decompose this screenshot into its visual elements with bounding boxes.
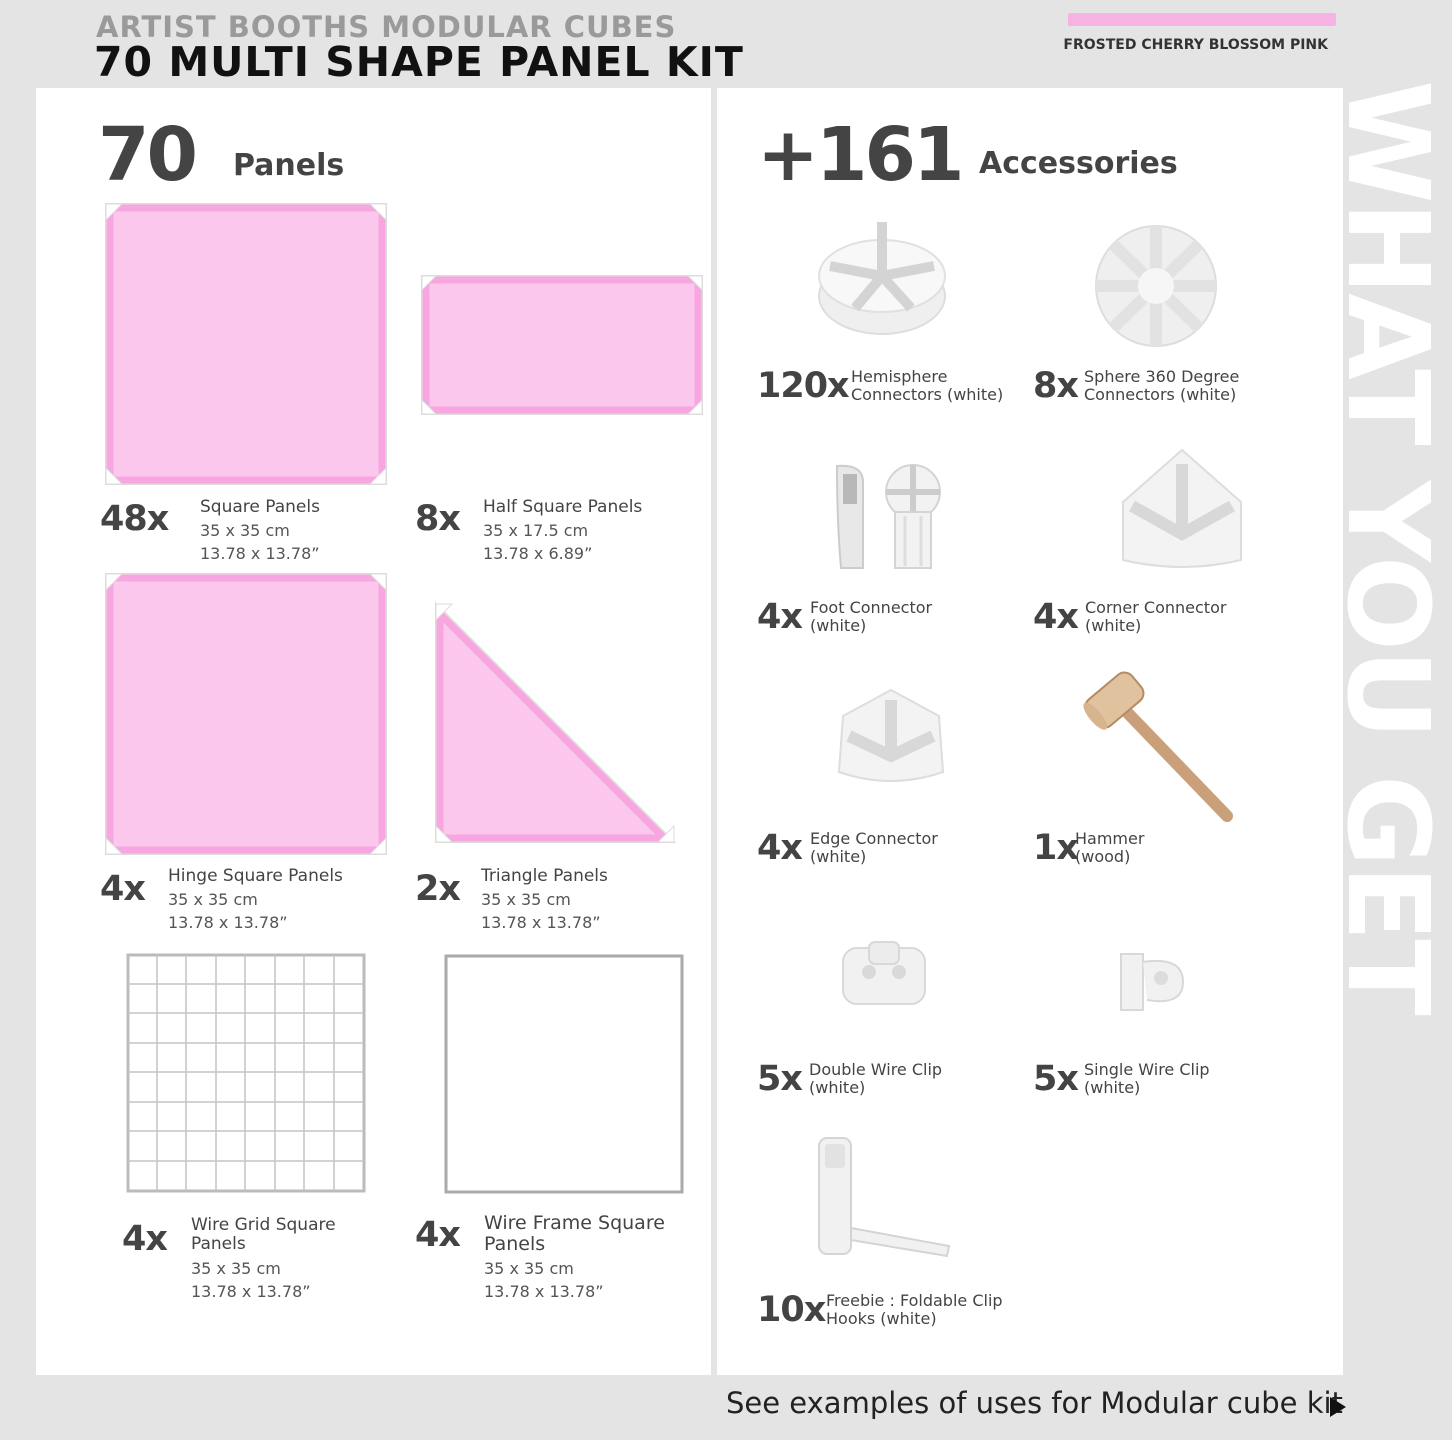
corner-connector-name: Corner Connector (white)	[1085, 598, 1227, 635]
panels-label: Panels	[233, 148, 345, 183]
wire-grid-panel-image	[125, 952, 367, 1194]
sphere-connector-icon	[1091, 216, 1221, 352]
wire-grid-panels-qty: 4x	[122, 1219, 167, 1259]
hammer-qty: 1x	[1033, 828, 1078, 868]
single-wire-clip-name: Single Wire Clip (white)	[1084, 1060, 1210, 1097]
wire-grid-panels-size-cm: 35 x 35 cm	[191, 1259, 281, 1278]
hammer-name: Hammer (wood)	[1075, 829, 1145, 866]
examples-link[interactable]: See examples of uses for Modular cube kit	[726, 1386, 1343, 1420]
play-arrow-icon[interactable]	[1330, 1397, 1346, 1417]
double-wire-clip-icon	[841, 940, 927, 1010]
hemisphere-connector-icon	[815, 216, 949, 344]
wire-grid-panels-name: Wire Grid Square Panels	[191, 1215, 336, 1254]
hinge-square-panel-image	[104, 572, 388, 856]
wire-frame-panel-image	[442, 952, 686, 1196]
header-subtitle: ARTIST BOOTHS MODULAR CUBES	[96, 10, 677, 44]
half-square-panels-size-in: 13.78 x 6.89”	[483, 544, 593, 563]
foot-connector-name: Foot Connector (white)	[810, 598, 933, 635]
square-panels-qty: 48x	[100, 499, 169, 539]
double-wire-clip-qty: 5x	[757, 1059, 802, 1099]
square-panels-size-in: 13.78 x 13.78”	[200, 544, 320, 563]
accessories-count: +161	[757, 112, 962, 198]
square-panels-name: Square Panels	[200, 497, 320, 517]
panels-section	[36, 88, 711, 1375]
hinge-square-panels-qty: 4x	[100, 869, 145, 909]
half-square-panel-image	[420, 274, 704, 416]
foldable-clip-hooks-name: Freebie : Foldable Clip Hooks (white)	[826, 1291, 1003, 1328]
wire-grid-panels-size-in: 13.78 x 13.78”	[191, 1282, 311, 1301]
edge-connector-name: Edge Connector (white)	[810, 829, 938, 866]
wire-frame-panels-name: Wire Frame Square Panels	[484, 1212, 665, 1255]
foot-connector-icon	[833, 462, 945, 572]
hammer-icon	[1077, 664, 1237, 824]
sphere-connectors-name: Sphere 360 Degree Connectors (white)	[1084, 367, 1240, 404]
wire-frame-panels-qty: 4x	[415, 1215, 460, 1255]
corner-connector-qty: 4x	[1033, 597, 1078, 637]
triangle-panel-image	[432, 600, 678, 848]
panels-count: 70	[98, 112, 195, 198]
double-wire-clip-name: Double Wire Clip (white)	[809, 1060, 943, 1097]
sphere-connectors-qty: 8x	[1033, 366, 1078, 406]
single-wire-clip-icon	[1117, 950, 1187, 1014]
triangle-panels-name: Triangle Panels	[481, 866, 608, 886]
wire-frame-panels-size-in: 13.78 x 13.78”	[484, 1282, 604, 1301]
accessories-label: Accessories	[979, 146, 1178, 181]
side-heading	[1322, 80, 1452, 1420]
square-panel-image	[104, 202, 388, 486]
hemisphere-connectors-qty: 120x	[757, 366, 849, 406]
accessories-section	[717, 88, 1343, 1375]
half-square-panels-size-cm: 35 x 17.5 cm	[483, 521, 589, 540]
page-title: 70 MULTI SHAPE PANEL KIT	[94, 38, 744, 86]
foot-connector-qty: 4x	[757, 597, 802, 637]
color-name: FROSTED CHERRY BLOSSOM PINK	[1063, 37, 1328, 53]
square-panels-size-cm: 35 x 35 cm	[200, 521, 290, 540]
foldable-clip-hook-icon	[813, 1134, 953, 1264]
corner-connector-icon	[1117, 444, 1247, 574]
wire-frame-panels-size-cm: 35 x 35 cm	[484, 1259, 574, 1278]
edge-connector-qty: 4x	[757, 828, 802, 868]
hemisphere-connectors-name: Hemisphere Connectors (white)	[851, 367, 1004, 404]
triangle-panels-size-in: 13.78 x 13.78”	[481, 913, 601, 932]
color-swatch	[1068, 13, 1336, 26]
side-heading-text: WHAT YOU GET	[1322, 80, 1452, 1014]
half-square-panels-qty: 8x	[415, 499, 460, 539]
hinge-square-panels-name: Hinge Square Panels	[168, 866, 343, 886]
edge-connector-icon	[835, 686, 947, 790]
hinge-square-panels-size-in: 13.78 x 13.78”	[168, 913, 288, 932]
hinge-square-panels-size-cm: 35 x 35 cm	[168, 890, 258, 909]
triangle-panels-qty: 2x	[415, 869, 460, 909]
foldable-clip-hooks-qty: 10x	[757, 1290, 826, 1330]
triangle-panels-size-cm: 35 x 35 cm	[481, 890, 571, 909]
half-square-panels-name: Half Square Panels	[483, 497, 643, 517]
single-wire-clip-qty: 5x	[1033, 1059, 1078, 1099]
